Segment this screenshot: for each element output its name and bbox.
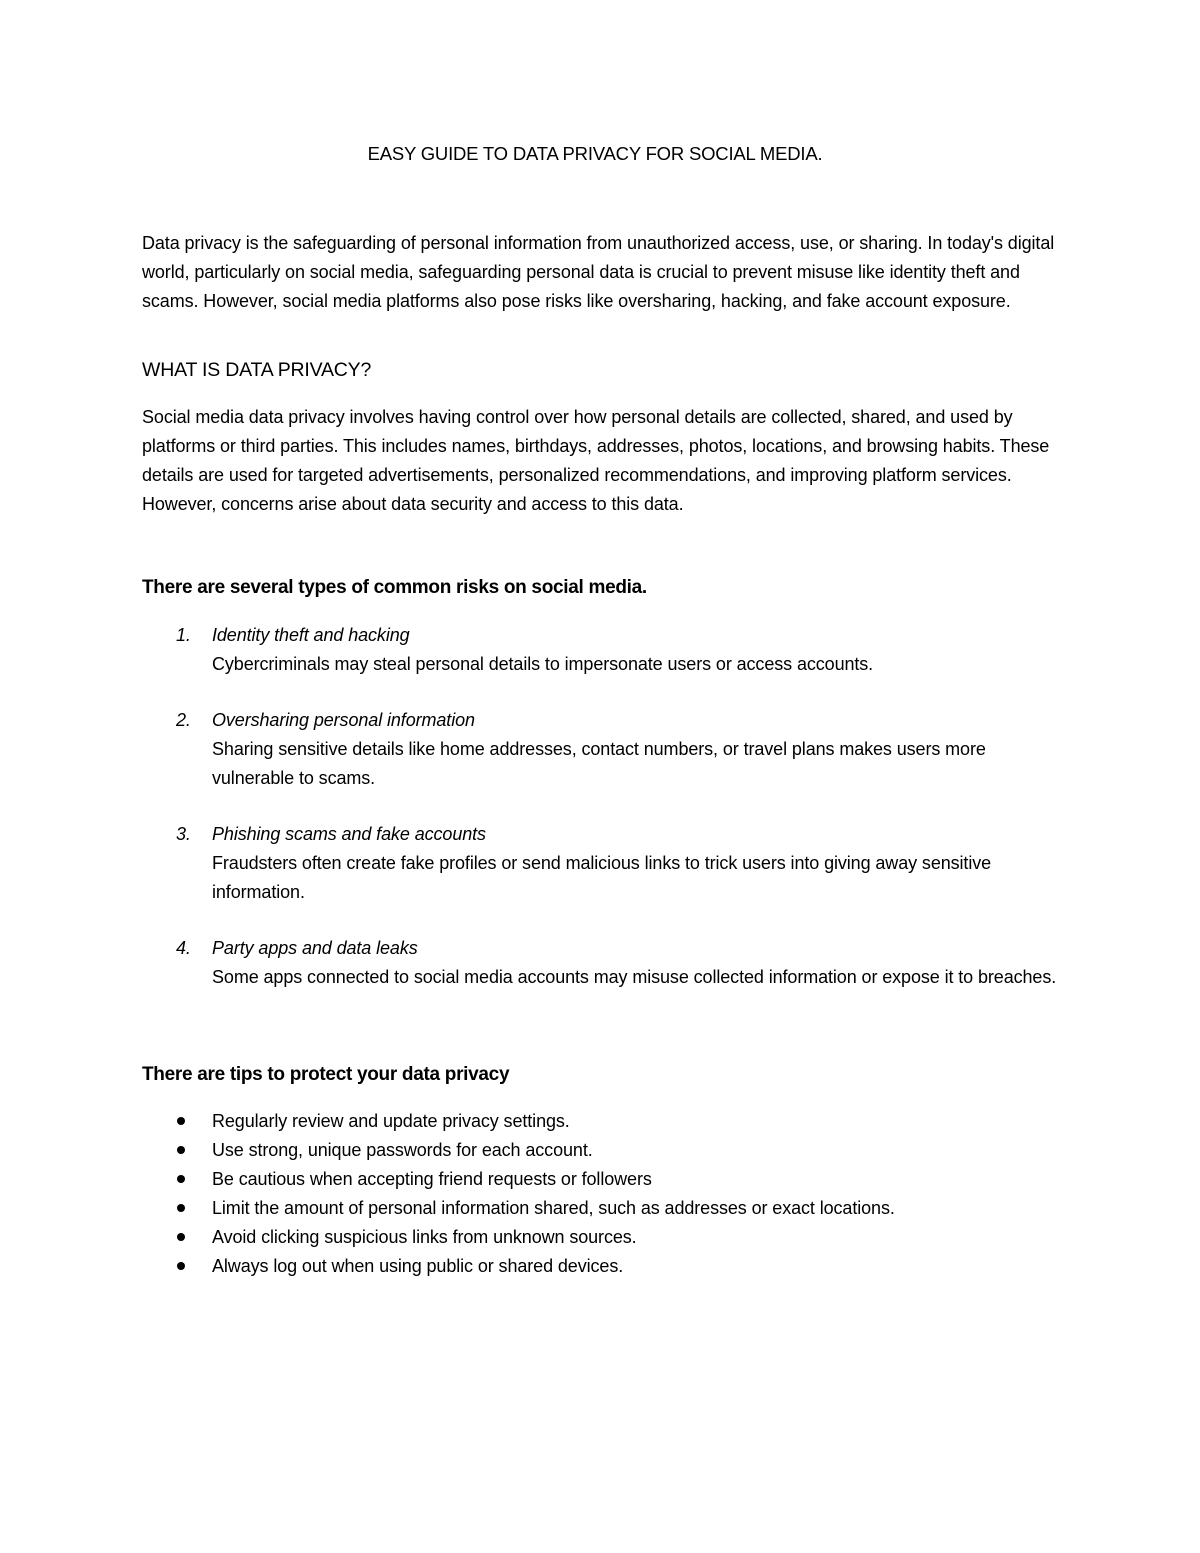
- tips-list: [142, 1107, 1072, 1281]
- intro-paragraph: Data privacy is the safeguarding of personal information from unauthorized access, use, or sharing. In today's digital world, particularly on social media, safeguarding personal data is crucial to prevent misuse like identity theft and scams. However, social media platforms also pose risks like oversharing, hacking, and fake account exposure.: [142, 233, 1055, 311]
- tips-heading: There are tips to protect your data privacy: [142, 1064, 510, 1085]
- risk-title: Party apps and data leaks: [212, 938, 418, 958]
- tip-item: [142, 1223, 1072, 1252]
- risks-list: [142, 621, 1072, 1019]
- bullet-icon: [177, 1262, 185, 1270]
- risk-description: Some apps connected to social media accounts may misuse collected information or expose it to breaches.: [212, 967, 1057, 987]
- risks-heading: There are several types of common risks on social media.: [142, 577, 647, 598]
- tip-text: Regularly review and update privacy settings.: [212, 1111, 570, 1131]
- risk-description: Fraudsters often create fake profiles or send malicious links to trick users into giving away sensitive information.: [212, 853, 992, 902]
- bullet-icon: [177, 1175, 185, 1183]
- risk-description: Sharing sensitive details like home addresses, contact numbers, or travel plans makes users more vulnerable to scams.: [212, 739, 986, 788]
- tip-text: Use strong, unique passwords for each account.: [212, 1140, 593, 1160]
- risk-item-party-apps: [142, 934, 1072, 992]
- risk-number: 1.: [176, 625, 191, 645]
- tip-text: Limit the amount of personal information shared, such as addresses or exact locations.: [212, 1198, 895, 1218]
- tip-item: [142, 1252, 1072, 1281]
- tip-text: Be cautious when accepting friend requests or followers: [212, 1169, 652, 1189]
- tip-item: [142, 1165, 1072, 1194]
- risk-number: 4.: [176, 938, 191, 958]
- risk-item-phishing: [142, 820, 1072, 907]
- bullet-icon: [177, 1204, 185, 1212]
- document-title: EASY GUIDE TO DATA PRIVACY FOR SOCIAL MEDIA.: [367, 143, 823, 164]
- risk-item-identity-theft: [142, 621, 1072, 679]
- risk-title: Identity theft and hacking: [212, 625, 410, 645]
- privacy-heading: WHAT IS DATA PRIVACY?: [142, 359, 372, 381]
- risk-item-oversharing: [142, 706, 1072, 793]
- risk-title: Phishing scams and fake accounts: [212, 824, 486, 844]
- bullet-icon: [177, 1117, 185, 1125]
- risk-description: Cybercriminals may steal personal details to impersonate users or access accounts.: [212, 654, 874, 674]
- tip-item: [142, 1136, 1072, 1165]
- tip-item: [142, 1107, 1072, 1136]
- privacy-definition-paragraph: Social media data privacy involves having control over how personal details are collected, shared, and used by platforms or third parties. This includes names, birthdays, addresses, photos, locations, and browsing habits. These details are used for targeted advertisements, personalized recommendations, and improving platform services. However, concerns arise about data security and access to this data.: [142, 407, 1050, 514]
- risk-title: Oversharing personal information: [212, 710, 475, 730]
- tip-item: [142, 1194, 1072, 1223]
- tip-text: Avoid clicking suspicious links from unknown sources.: [212, 1227, 637, 1247]
- risk-number: 3.: [176, 824, 191, 844]
- bullet-icon: [177, 1233, 185, 1241]
- risk-number: 2.: [176, 710, 191, 730]
- bullet-icon: [177, 1146, 185, 1154]
- tip-text: Always log out when using public or shared devices.: [212, 1256, 624, 1276]
